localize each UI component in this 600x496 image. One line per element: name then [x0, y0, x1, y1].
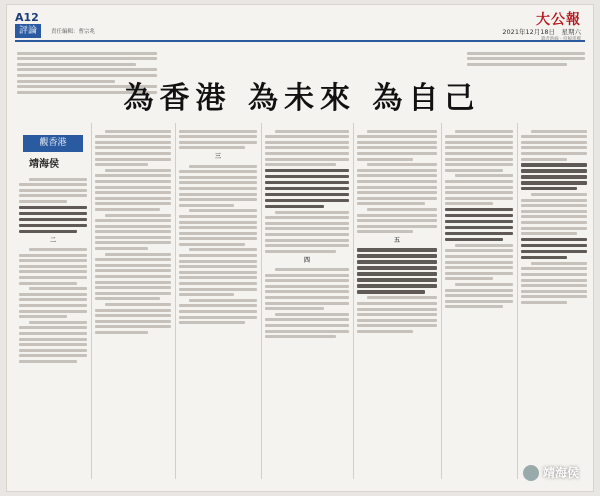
body-column-2 [95, 127, 171, 477]
page-number: A12 [15, 11, 39, 24]
body-column-3: 三 [179, 127, 257, 477]
author-byline: 靖海侯 [29, 159, 59, 170]
masthead-rule [15, 40, 585, 42]
body-column-6 [445, 127, 513, 477]
body-column-4: 四 [265, 127, 349, 477]
headline: 為香港 為未來 為自己 [123, 81, 481, 116]
body-column-1: 二 [19, 175, 87, 475]
watermark-text: 靖海侯 [542, 466, 579, 480]
section-label: 評論 [15, 24, 41, 38]
editors-credit: 責任編輯：曹宗兆 [51, 29, 96, 35]
text-column-top-right [467, 49, 585, 73]
column-kicker: 觀香港 [23, 135, 83, 152]
body-column-7 [521, 127, 587, 477]
watermark [523, 464, 579, 481]
account-avatar-icon [523, 465, 539, 481]
issue-date: 2021年12月18日 星期六 [502, 28, 581, 36]
body-column-5: 五 [357, 127, 437, 477]
masthead [15, 11, 585, 39]
newspaper-logo: 大公報 [536, 12, 581, 28]
newspaper-page [6, 4, 594, 492]
